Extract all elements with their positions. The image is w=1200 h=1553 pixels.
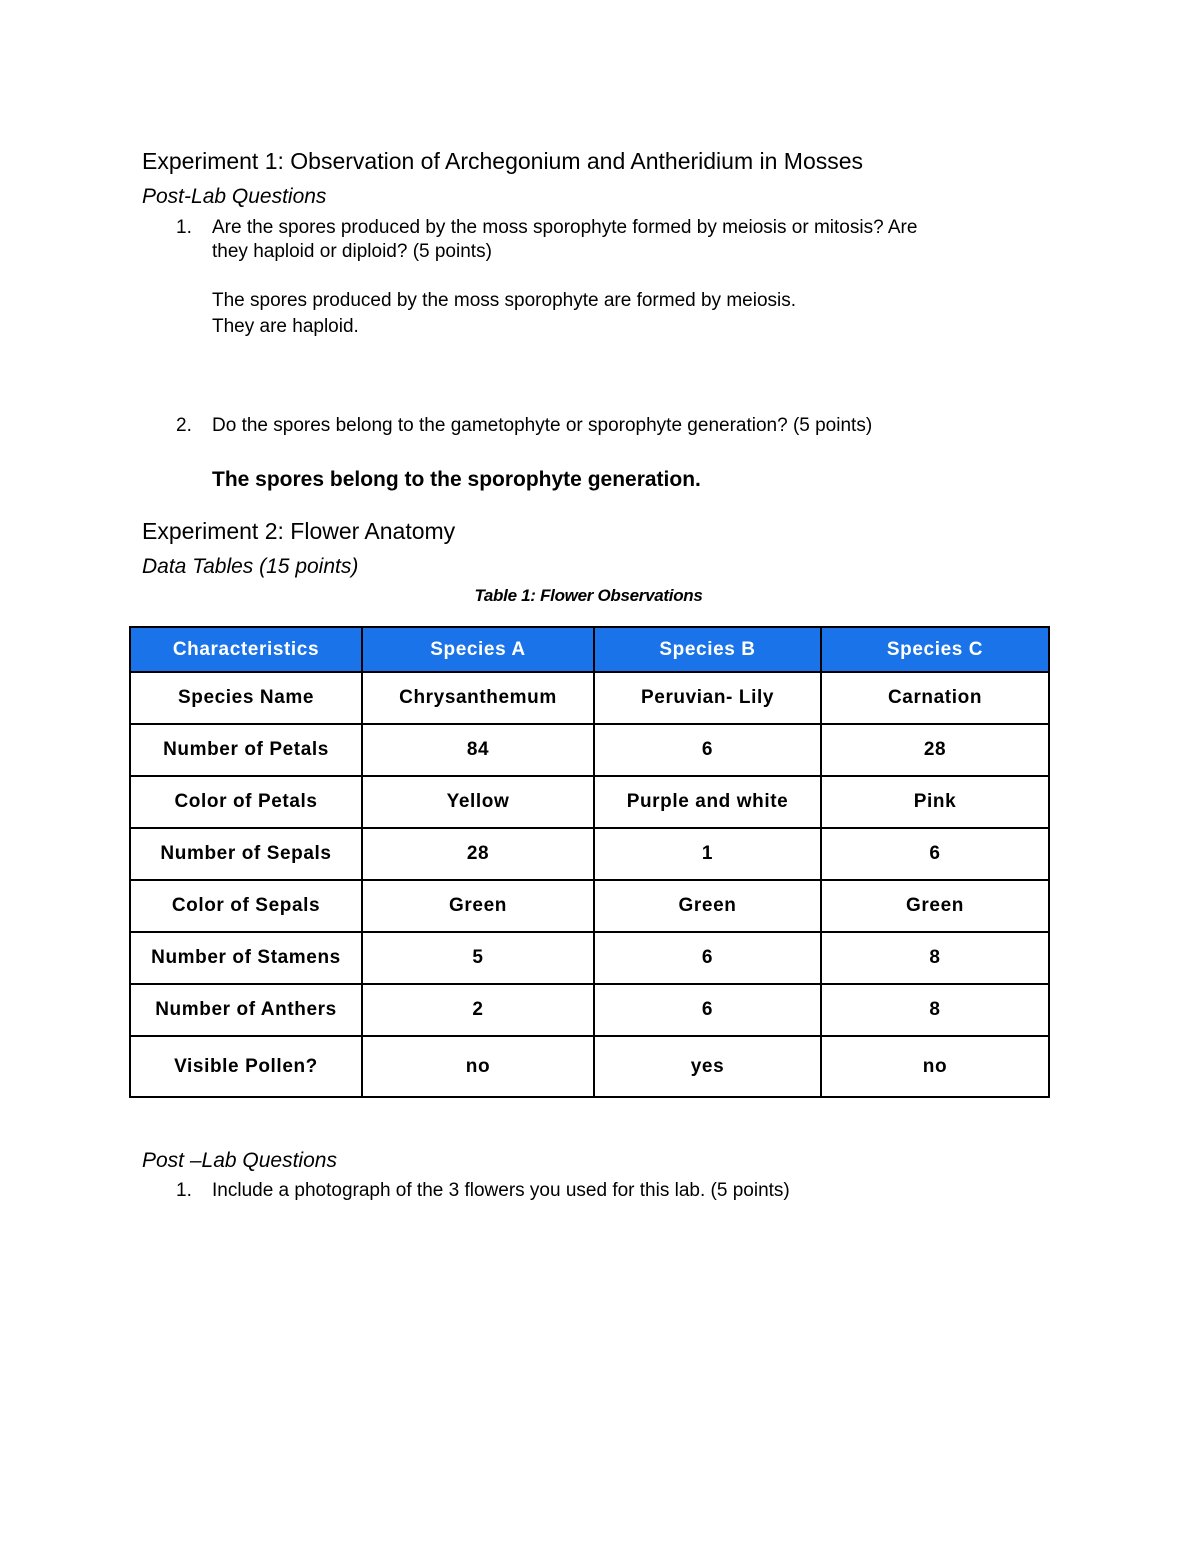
table-cell: Species Name (130, 672, 362, 724)
experiment-1-subtitle: Post-Lab Questions (142, 185, 327, 208)
table-cell: 28 (821, 724, 1049, 776)
header-cell: Species A (362, 627, 594, 672)
table-cell: 6 (821, 828, 1049, 880)
table-cell: 2 (362, 984, 594, 1036)
post-lab-question-1-text: Include a photograph of the 3 flowers you used for this lab. (5 points) (212, 1180, 790, 1201)
table-cell: Peruvian- Lily (594, 672, 821, 724)
table-row (130, 672, 1049, 724)
table-cell: 6 (594, 984, 821, 1036)
table-row (130, 1036, 1049, 1097)
table-cell: Color of Petals (130, 776, 362, 828)
table-cell: Purple and white (594, 776, 821, 828)
table-row (130, 724, 1049, 776)
table-row (130, 880, 1049, 932)
table-cell: Number of Stamens (130, 932, 362, 984)
table-cell: Number of Petals (130, 724, 362, 776)
question-2-text: Do the spores belong to the gametophyte or sporophyte generation? (5 points) (212, 415, 873, 436)
table-caption: Table 1: Flower Observations (474, 586, 703, 605)
table-cell: Green (821, 880, 1049, 932)
table-cell: no (362, 1036, 594, 1097)
table-cell: 28 (362, 828, 594, 880)
table-cell: Number of Sepals (130, 828, 362, 880)
table-cell: 5 (362, 932, 594, 984)
table-row (130, 828, 1049, 880)
experiment-2-subtitle: Data Tables (15 points) (142, 555, 359, 578)
table-cell: Pink (821, 776, 1049, 828)
table-cell: Color of Sepals (130, 880, 362, 932)
question-1-answer-line2: They are haploid. (212, 316, 359, 337)
table-cell: 8 (821, 984, 1049, 1036)
table-row (130, 932, 1049, 984)
question-1-text-line2: they haploid or diploid? (5 points) (212, 241, 492, 262)
post-lab-question-1-number: 1. (176, 1180, 192, 1201)
table-cell: Green (362, 880, 594, 932)
table-cell: Green (594, 880, 821, 932)
header-cell: Species C (821, 627, 1049, 672)
table-cell: Carnation (821, 672, 1049, 724)
table-cell: 1 (594, 828, 821, 880)
table-row (130, 984, 1049, 1036)
table-cell: Chrysanthemum (362, 672, 594, 724)
table-cell: Number of Anthers (130, 984, 362, 1036)
table-cell: 8 (821, 932, 1049, 984)
experiment-2-title: Experiment 2: Flower Anatomy (142, 518, 456, 544)
flower-observations-table (129, 626, 1050, 1098)
table-cell: 6 (594, 932, 821, 984)
table-cell: 84 (362, 724, 594, 776)
table-cell: yes (594, 1036, 821, 1097)
header-cell: Species B (594, 627, 821, 672)
table-cell: Yellow (362, 776, 594, 828)
header-cell: Characteristics (130, 627, 362, 672)
question-1-text-line1: Are the spores produced by the moss sporophyte formed by meiosis or mitosis? Are (212, 217, 918, 238)
table-cell: 6 (594, 724, 821, 776)
table-cell: Visible Pollen? (130, 1036, 362, 1097)
experiment-1-title: Experiment 1: Observation of Archegonium and Antheridium in Mosses (142, 148, 864, 174)
question-1-number: 1. (176, 217, 192, 238)
question-2-number: 2. (176, 415, 192, 436)
table-row (130, 776, 1049, 828)
table-cell: no (821, 1036, 1049, 1097)
table-header-row (130, 627, 1049, 672)
post-lab-subtitle: Post –Lab Questions (142, 1149, 337, 1172)
question-2-answer: The spores belong to the sporophyte generation. (212, 468, 701, 491)
question-1-answer-line1: The spores produced by the moss sporophyte are formed by meiosis. (212, 290, 797, 311)
